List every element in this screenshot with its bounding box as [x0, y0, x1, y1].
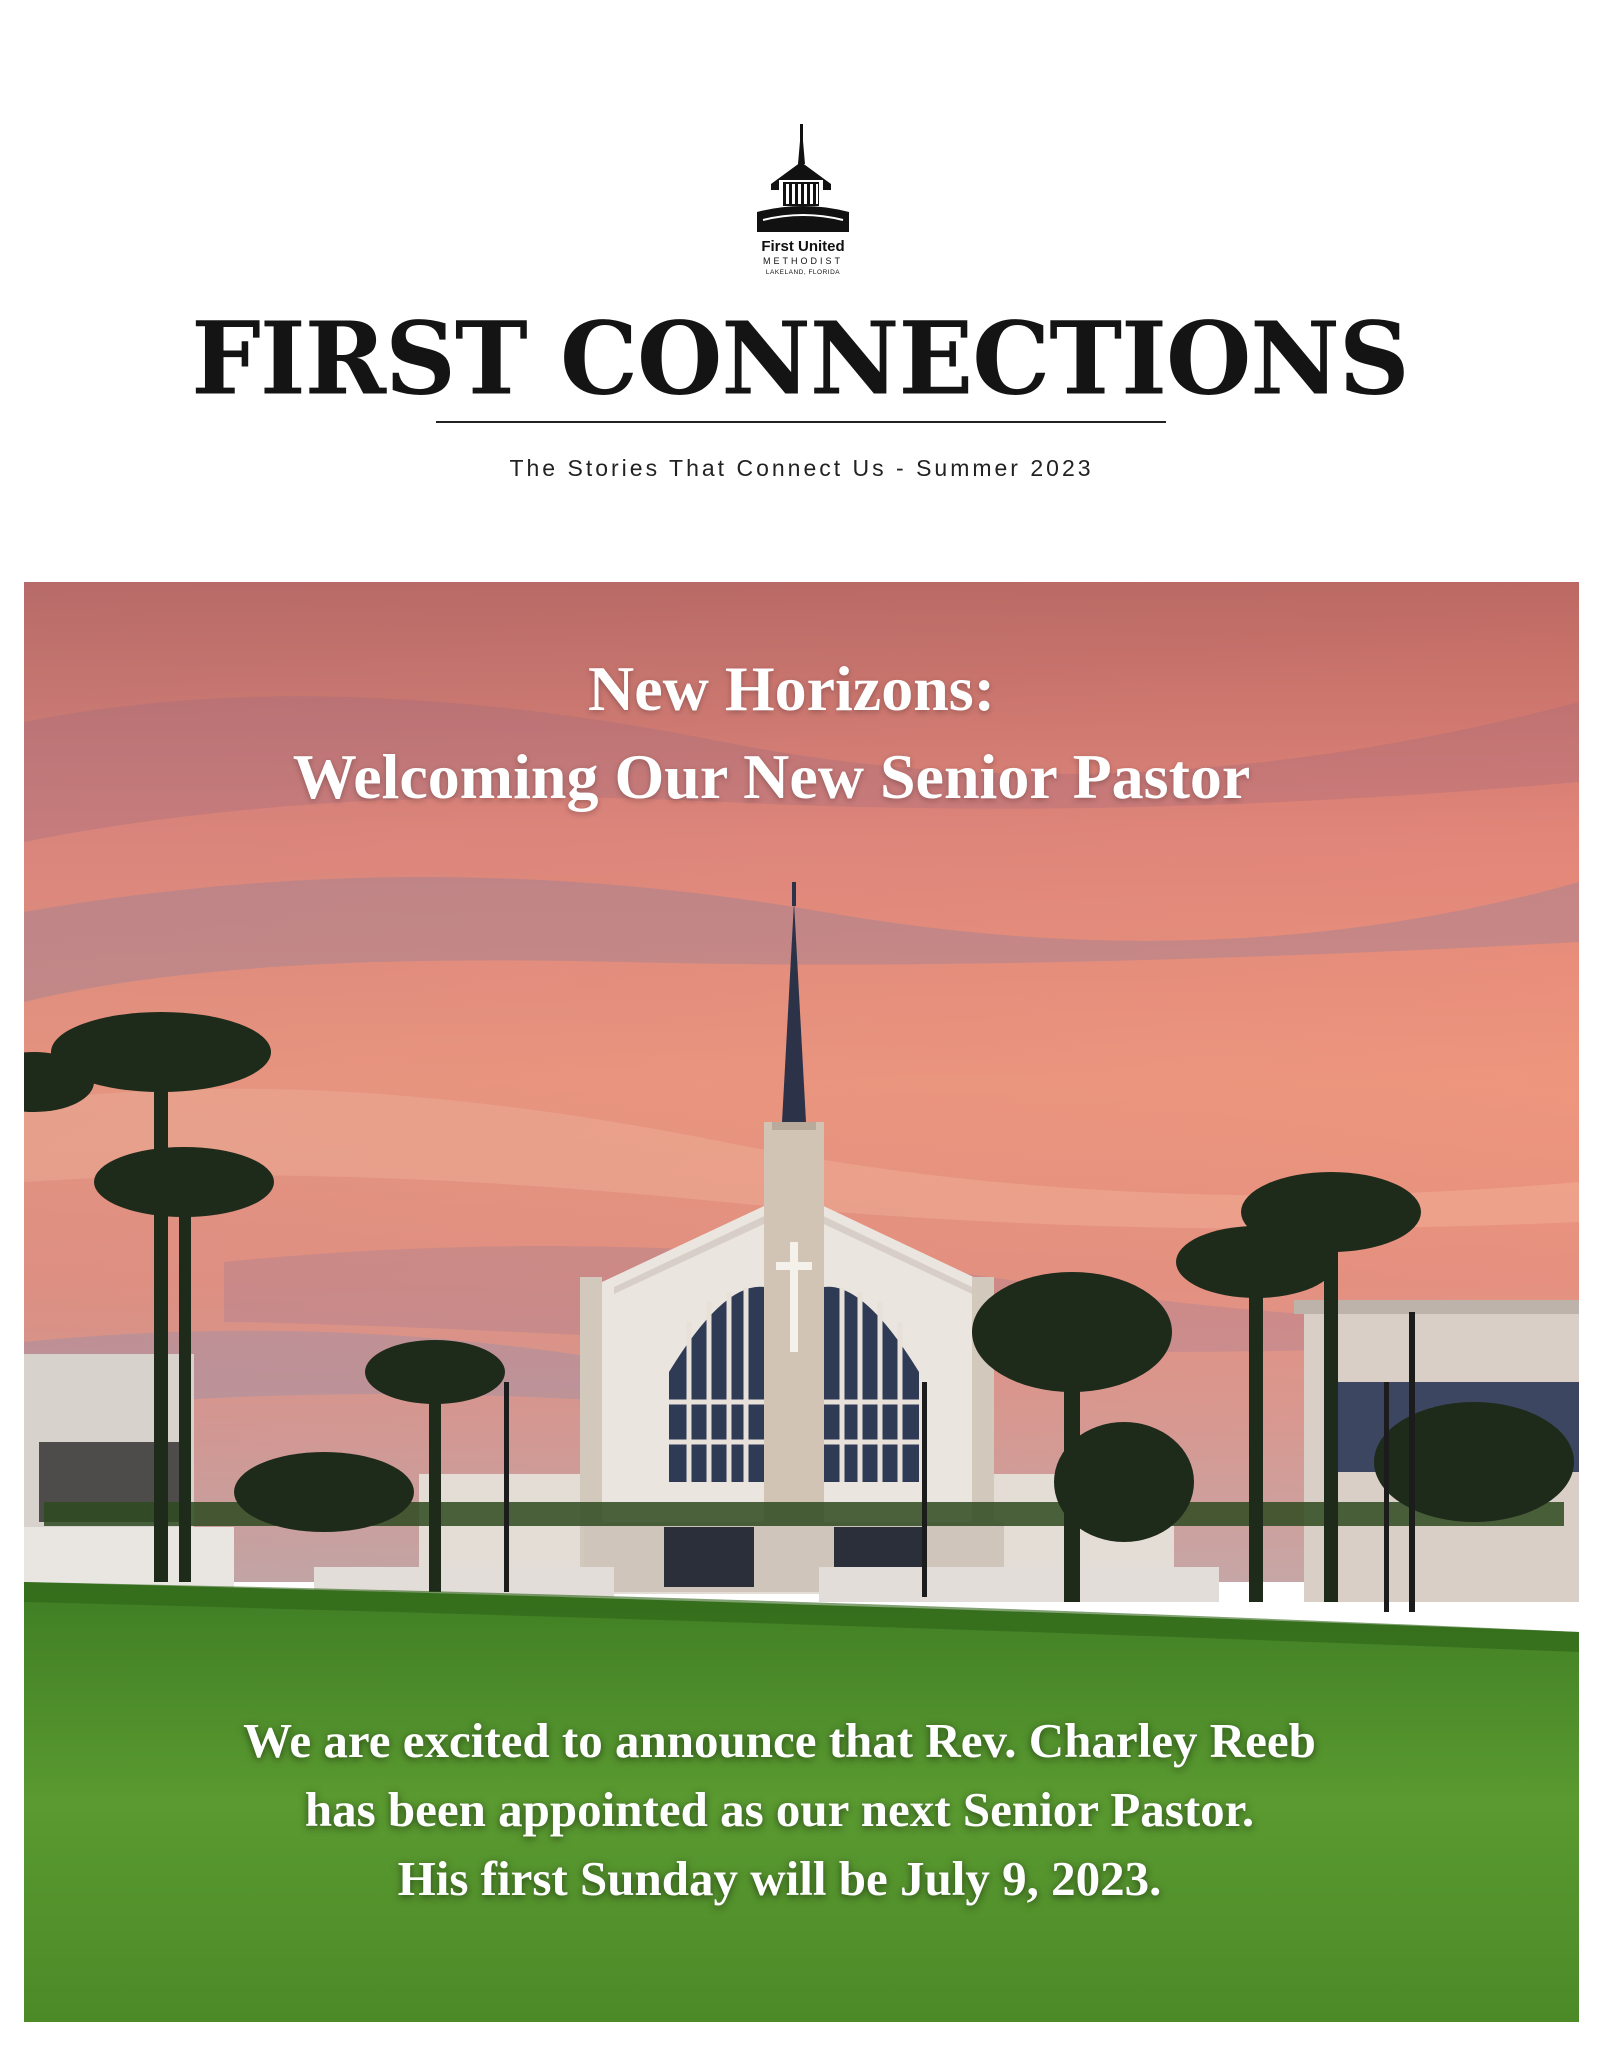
church-logo [748, 124, 858, 284]
announcement-line: We are excited to announce that Rev. Charley Reeb [243, 1713, 1316, 1768]
logo-location: LAKELAND, FLORIDA [765, 269, 841, 276]
logo-name: First United [761, 238, 845, 255]
church-steeple-icon [753, 124, 853, 236]
logo-subtitle: METHODIST [763, 256, 843, 266]
announcement-line: His first Sunday will be July 9, 2023. [397, 1851, 1162, 1906]
newsletter-title: FIRST CONNECTIONS [191, 300, 1409, 419]
hero-title-line2: Welcoming Our New Senior Pastor [292, 741, 1251, 812]
newsletter-tagline: The Stories That Connect Us - Summer 2023 [509, 455, 1094, 481]
announcement-line: has been appointed as our next Senior Pastor. [304, 1782, 1255, 1837]
title-divider [436, 421, 1166, 423]
hero-title-line1: New Horizons: [587, 653, 996, 724]
hero-image [24, 582, 1579, 2022]
